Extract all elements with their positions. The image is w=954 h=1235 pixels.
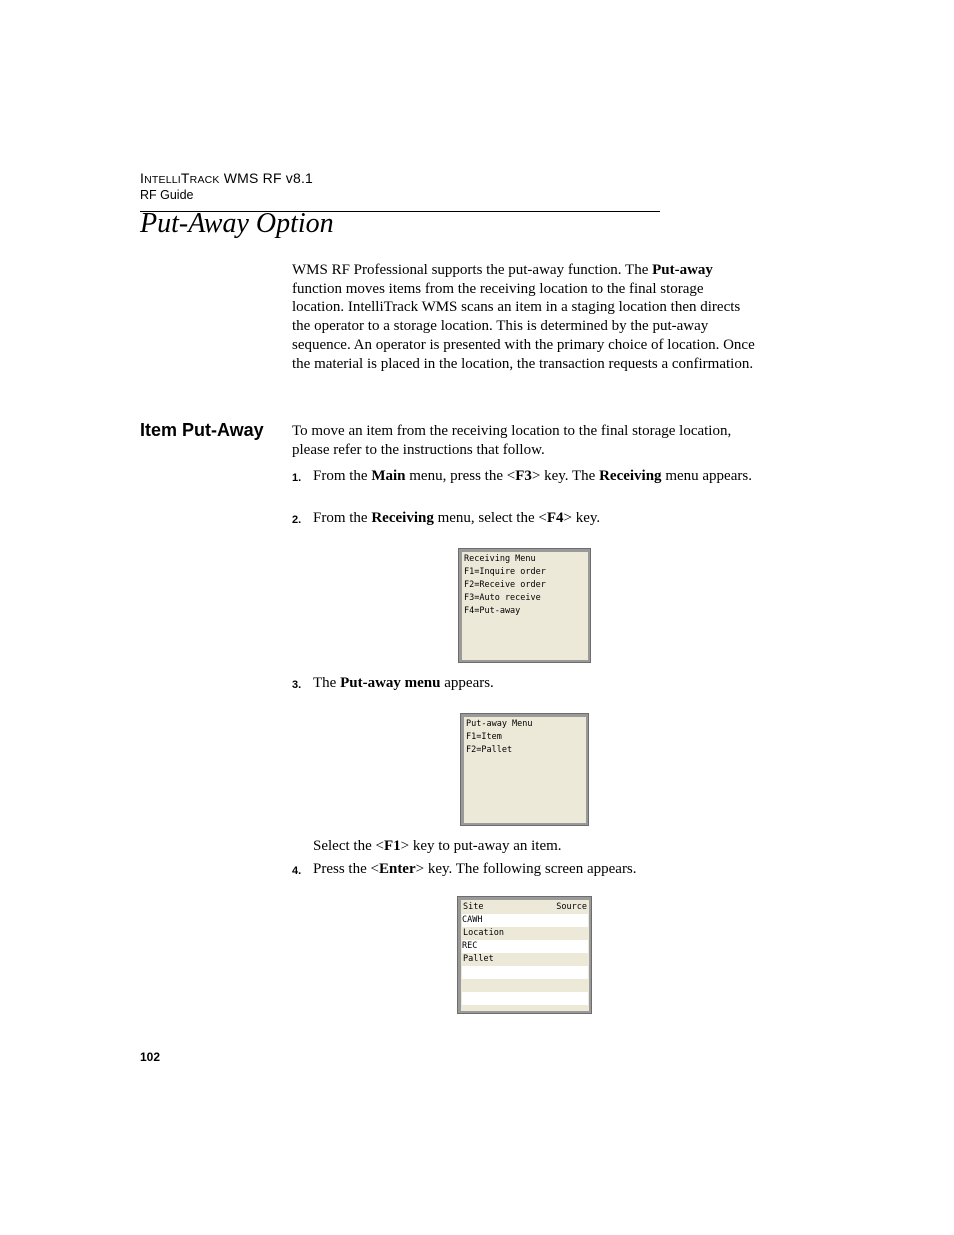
intro-text-2: function moves items from the receiving location to the final storage location. IntelliTrack WMS scans an item in a staging location then directs the operator to a storage location. This is determined by the put-away sequence. An operator is presented with the primary choice of location. Once the material is placed in the location, the transaction requests a confirmation. (292, 280, 755, 372)
source-label: Source (556, 902, 587, 912)
put-away-menu-screen (461, 714, 588, 825)
step-3 (292, 674, 762, 693)
step-number: 4. (292, 865, 302, 877)
section-heading: Item Put-Away (140, 420, 264, 440)
site-source-row (463, 901, 587, 914)
menu-item-put-away[interactable]: F4=Put-away (464, 606, 521, 616)
site-label: Site (463, 902, 484, 912)
step-number: 1. (292, 472, 302, 484)
running-header-title (140, 170, 313, 186)
menu-item-pallet[interactable]: F2=Pallet (466, 745, 513, 755)
pallet-label: Pallet (463, 954, 494, 964)
step-number: 3. (292, 679, 302, 691)
pallet-input[interactable] (462, 966, 588, 979)
section-intro: To move an item from the receiving location to the final storage location, please refer to the instructions that follow. (292, 423, 732, 458)
running-header-subtitle: RF Guide (140, 188, 194, 202)
page-title: Put-Away Option (140, 208, 334, 239)
menu-item-auto-receive[interactable]: F3=Auto receive (464, 593, 541, 603)
step-3-note (292, 837, 762, 856)
screen-line: Put-away Menu (466, 719, 533, 729)
menu-item-receive-order[interactable]: F2=Receive order (464, 580, 546, 590)
step-1 (292, 467, 762, 486)
receiving-menu-screen (459, 549, 590, 662)
location-input[interactable]: REC (462, 940, 588, 953)
item-put-away-screen (458, 897, 591, 1013)
brand-small-caps: NTELLI (144, 174, 181, 186)
page-number: 102 (140, 1050, 161, 1064)
intro-text-1: WMS RF Professional supports the put-away function. The (292, 262, 653, 278)
location-label: Location (463, 928, 504, 938)
step-text: From the Receiving menu, select the <F4> key. (313, 510, 601, 526)
step-text: The Put-away menu appears. (313, 675, 494, 691)
step-number: 2. (292, 514, 302, 526)
step-text: Press the <Enter> key. The following screen appears. (313, 861, 637, 877)
site-input[interactable]: CAWH (462, 914, 588, 927)
intro-paragraph (292, 261, 758, 373)
brand-small-caps-2: RACK (189, 174, 220, 186)
step-text: Select the <F1> key to put-away an item. (313, 838, 562, 854)
intro-bold: Put-away (652, 262, 713, 278)
brand-initial-2: T (180, 170, 190, 186)
brand-initial: I (140, 170, 145, 186)
product-name: WMS RF v8.1 (219, 170, 314, 186)
step-2 (292, 509, 762, 528)
blank-input-row (462, 992, 588, 1005)
step-text: From the Main menu, press the <F3> key. The Receiving menu appears. (313, 468, 752, 484)
step-4 (292, 860, 762, 879)
menu-item-item[interactable]: F1=Item (466, 732, 502, 742)
screen-line: Receiving Menu (464, 554, 536, 564)
menu-item-inquire-order[interactable]: F1=Inquire order (464, 567, 546, 577)
